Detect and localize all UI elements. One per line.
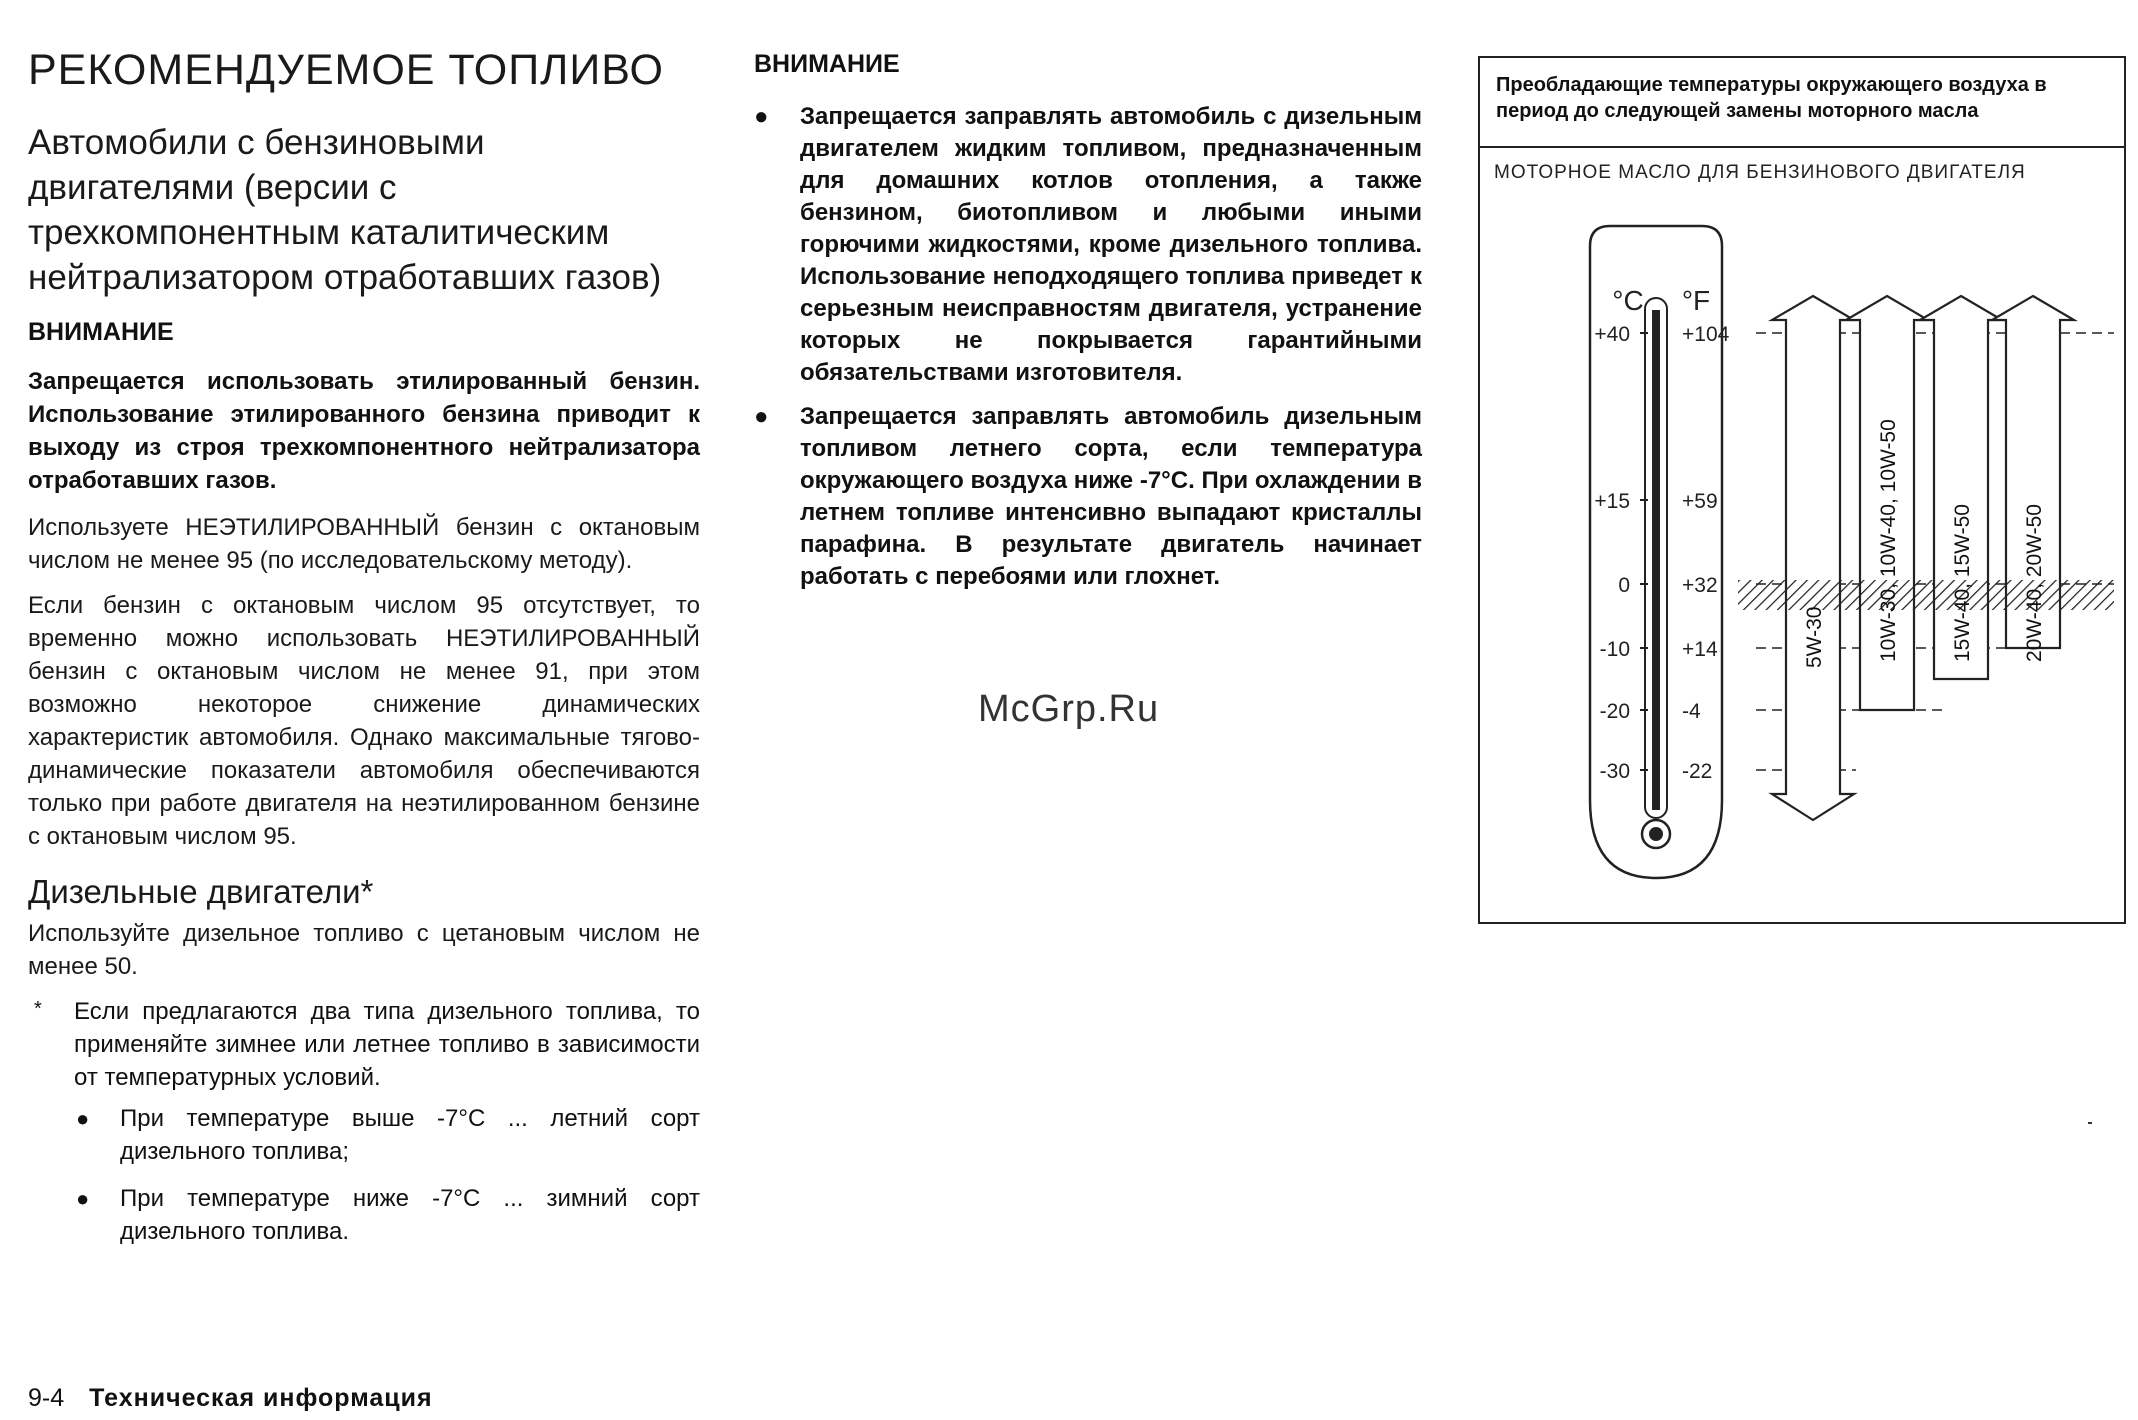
- octane-paragraph: Используете НЕЭТИЛИРОВАННЫЙ бензин с октановым числом не менее 95 (по исследовательскому методу).: [28, 514, 700, 574]
- chart-title: Преобладающие температуры окружающего воздуха в период до следующей замены моторного масла: [1480, 58, 2124, 148]
- list-item: [754, 401, 1422, 593]
- leaded-fuel-warning: Запрещается использовать этилированный бензин. Использование этилированного бензина приводит к выходу из строя трехкомпонентного нейтрализатора отработавших газов.: [28, 368, 700, 494]
- summer-diesel-warning: Запрещается заправлять автомобиль дизельным топливом летнего сорта, если температура окружающего воздуха ниже -7°С. При охлаждении в летнем топливе интенсивно выпадают кристаллы парафина. В результате двигатель начинает работать с перебоями или глохнет.: [800, 403, 1422, 590]
- unit-celsius: °C: [1612, 285, 1644, 316]
- list-item: [28, 1182, 700, 1248]
- tick-label-fahrenheit: +32: [1682, 574, 1718, 597]
- bullet-icon: ●: [754, 403, 769, 430]
- list-item: [754, 101, 1422, 389]
- tick-label-fahrenheit: +59: [1682, 490, 1718, 513]
- bullet-icon: ●: [76, 1106, 90, 1131]
- watermark: McGrp.Ru: [978, 688, 1160, 730]
- diesel-engines-heading: Дизельные двигатели*: [28, 873, 374, 910]
- stray-mark: [2088, 1122, 2092, 1124]
- unit-fahrenheit: °F: [1681, 285, 1711, 316]
- cetane-paragraph: Используйте дизельное топливо с цетановым числом не менее 50.: [28, 920, 700, 980]
- oil-grade-label: 15W-40, 15W-50: [1951, 504, 1974, 662]
- oil-grade-arrow: [1772, 296, 1854, 820]
- middle-column: [754, 50, 1422, 605]
- tick-label-celsius: -30: [1599, 760, 1630, 783]
- tick-label-celsius: +15: [1594, 490, 1630, 513]
- oil-grade-label: 20W-40, 20W-50: [2023, 504, 2046, 662]
- chart-svg: [1480, 58, 2124, 922]
- tick-label-celsius: 0: [1618, 574, 1630, 597]
- tick-label-celsius: +40: [1594, 323, 1630, 346]
- diesel-footnote: [28, 995, 700, 1094]
- asterisk-mark: *: [34, 998, 42, 1020]
- tick-label-fahrenheit: -22: [1682, 760, 1713, 783]
- section-title: Техническая информация: [89, 1384, 433, 1412]
- summer-fuel-text: При температуре выше -7°С ... летний сорт дизельного топлива;: [120, 1105, 700, 1165]
- diesel-footnote-text: Если предлагаются два типа дизельного топлива, то применяйте зимнее или летнее топливо в зависимости от температурных условий.: [74, 998, 700, 1091]
- octane-fallback-paragraph: Если бензин с октановым числом 95 отсутствует, то временно можно использовать НЕЭТИЛИРОВАННЫЙ бензин с октановым числом не менее 91, при этом возможно некоторое снижение динамических характеристик автомобиля. Однако максимальные тягово-динамические показатели автомобиля обеспечиваются только при работе двигателя на неэтилированном бензине с октановым числом 95.: [28, 592, 700, 850]
- arrow-freezing-band: [1786, 580, 1840, 610]
- winter-fuel-text: При температуре ниже -7°С ... зимний сорт дизельного топлива.: [120, 1185, 700, 1245]
- warning-label: ВНИМАНИЕ: [754, 50, 900, 78]
- thermometer-mercury: [1652, 310, 1660, 810]
- warning-label: ВНИМАНИЕ: [28, 318, 174, 346]
- tick-label-fahrenheit: -4: [1682, 700, 1701, 723]
- tick-label-celsius: -10: [1599, 638, 1630, 661]
- left-column: [28, 44, 700, 1262]
- petrol-engines-heading: Автомобили с бензиновыми двигателями (версии с трехкомпонентным каталитическим нейтрализатором отработавших газов): [28, 123, 662, 297]
- oil-grade-label: 5W-30: [1803, 606, 1826, 668]
- oil-temperature-chart: [1478, 56, 2126, 924]
- page-number: 9-4: [28, 1384, 65, 1412]
- chart-subtitle: МОТОРНОЕ МАСЛО ДЛЯ БЕНЗИНОВОГО ДВИГАТЕЛЯ: [1494, 162, 2026, 183]
- oil-grade-arrows: [1772, 296, 2074, 820]
- page-title: РЕКОМЕНДУЕМОЕ ТОПЛИВО: [28, 46, 664, 94]
- tick-label-fahrenheit: +14: [1682, 638, 1718, 661]
- bullet-icon: ●: [76, 1186, 90, 1211]
- oil-grade-label: 10W-30, 10W-40, 10W-50: [1877, 419, 1900, 662]
- page-footer: [28, 1384, 433, 1413]
- tick-label-celsius: -20: [1599, 700, 1630, 723]
- bullet-icon: ●: [754, 103, 769, 130]
- tick-label-fahrenheit: +104: [1682, 323, 1730, 346]
- thermometer-bulb-fill: [1649, 827, 1663, 841]
- list-item: [28, 1102, 700, 1168]
- wrong-fuel-warning: Запрещается заправлять автомобиль с дизельным двигателем жидким топливом, предназначенным для домашних котлов отопления, а также бензином, биотопливом и любыми иными горючими жидкостями, кроме дизельного топлива. Использование неподходящего топлива приведет к серьезным неисправностям двигателя, устранение которых не покрывается гарантийными обязательствами изготовителя.: [800, 103, 1422, 386]
